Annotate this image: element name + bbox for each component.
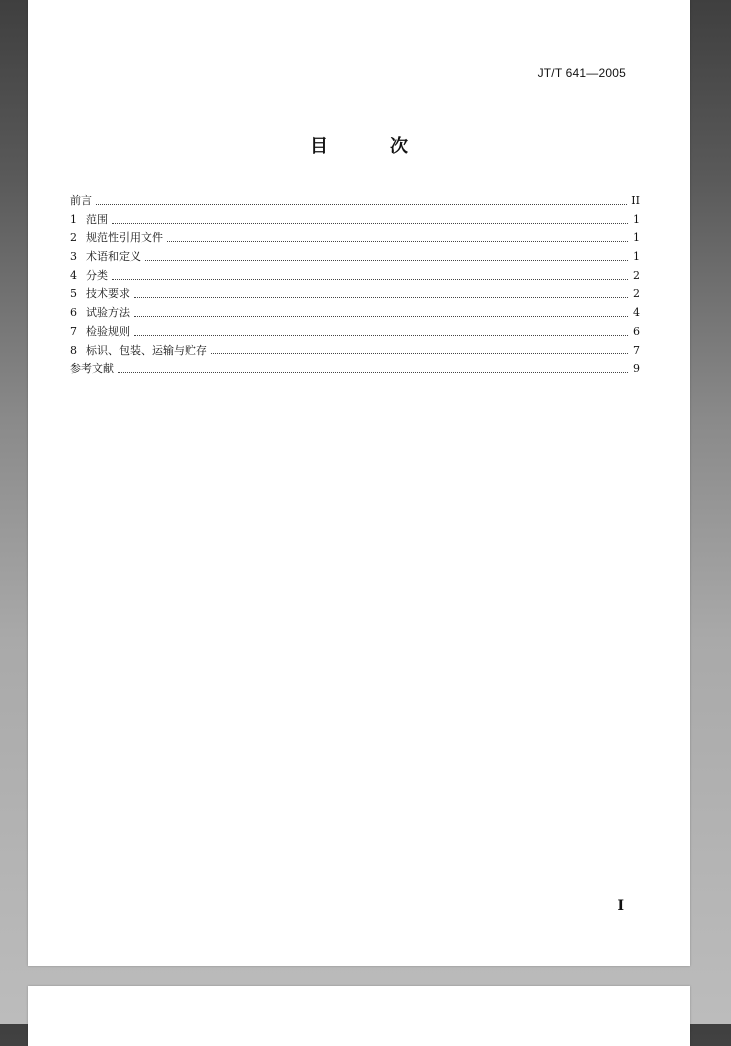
dot-leader <box>145 260 628 261</box>
toc-entry-page: 2 <box>633 287 640 301</box>
dot-leader <box>134 297 628 298</box>
dot-leader <box>96 204 627 205</box>
next-page-edge <box>28 986 690 1046</box>
table-of-contents <box>70 192 640 379</box>
toc-entry-label: 试验方法 <box>86 306 130 320</box>
toc-entry-bibliography[interactable] <box>70 360 640 379</box>
toc-entry-label: 参考文献 <box>70 362 114 376</box>
dot-leader <box>112 223 628 224</box>
dot-leader <box>112 279 628 280</box>
toc-entry-label: 规范性引用文件 <box>86 231 163 245</box>
toc-entry-test-methods[interactable] <box>70 304 640 323</box>
toc-entry-scope[interactable] <box>70 211 640 230</box>
toc-entry-technical-requirements[interactable] <box>70 285 640 304</box>
standard-code: JT/T 641—2005 <box>537 66 626 80</box>
dot-leader <box>118 372 628 373</box>
toc-entry-label: 前言 <box>70 194 92 207</box>
toc-entry-classification[interactable] <box>70 267 640 286</box>
toc-entry-page: 2 <box>633 268 640 282</box>
toc-entry-page: 7 <box>633 343 640 357</box>
toc-entry-number: 7 <box>70 324 77 338</box>
dot-leader <box>211 353 628 354</box>
toc-entry-page: 9 <box>633 362 640 376</box>
toc-entry-number: 5 <box>70 287 77 301</box>
page-title: 目 次 <box>310 136 430 157</box>
toc-entry-number: 4 <box>70 268 77 282</box>
toc-entry-page: II <box>631 194 640 207</box>
toc-entry-label: 分类 <box>86 268 108 282</box>
toc-entry-terms-definitions[interactable] <box>70 248 640 267</box>
toc-entry-page: 6 <box>633 324 640 338</box>
document-page <box>28 0 690 966</box>
toc-entry-label: 范围 <box>86 212 108 226</box>
toc-entry-normative-references[interactable] <box>70 229 640 248</box>
toc-entry-number: 3 <box>70 250 77 264</box>
toc-entry-page: 1 <box>633 231 640 245</box>
toc-entry-label: 术语和定义 <box>86 250 141 264</box>
dot-leader <box>167 241 628 242</box>
toc-entry-foreword[interactable] <box>70 192 640 211</box>
toc-entry-label: 技术要求 <box>86 287 130 301</box>
toc-entry-label: 检验规则 <box>86 324 130 338</box>
toc-entry-number: 2 <box>70 231 77 245</box>
toc-entry-page: 4 <box>633 306 640 320</box>
dot-leader <box>134 335 628 336</box>
toc-entry-label: 标识、包装、运输与贮存 <box>86 343 207 357</box>
toc-entry-number: 1 <box>70 212 77 226</box>
toc-entry-inspection-rules[interactable] <box>70 323 640 342</box>
dot-leader <box>134 316 628 317</box>
toc-entry-page: 1 <box>633 212 640 226</box>
toc-entry-number: 8 <box>70 343 77 357</box>
page-number: I <box>617 898 624 914</box>
toc-entry-number: 6 <box>70 306 77 320</box>
toc-entry-marking-packaging[interactable] <box>70 342 640 361</box>
toc-entry-page: 1 <box>633 250 640 264</box>
